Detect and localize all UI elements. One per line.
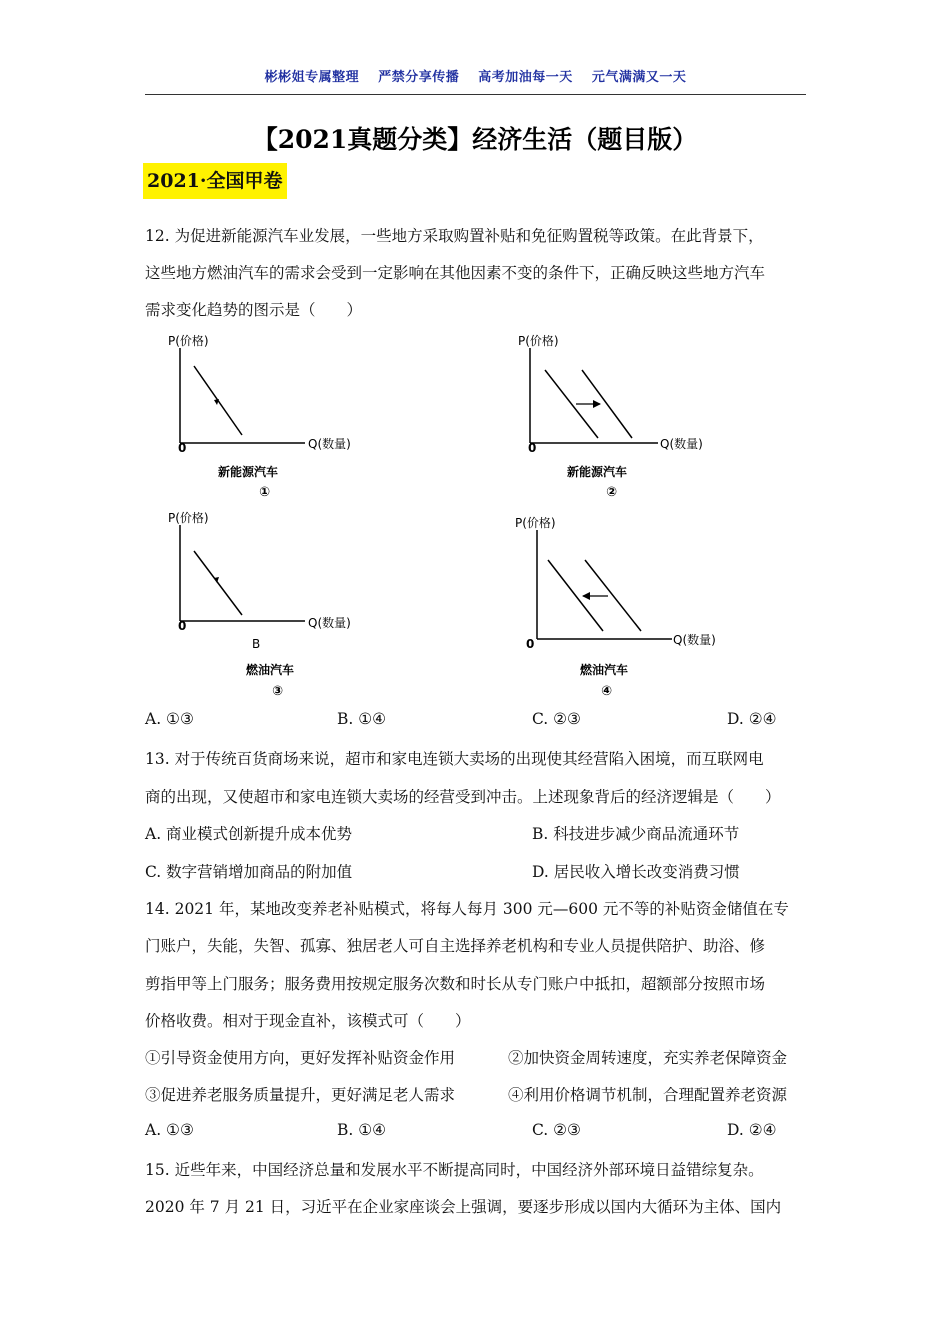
x-axis-label: Q(数量) bbox=[660, 437, 703, 451]
origin-label: 0 bbox=[178, 619, 187, 633]
x-axis-label: Q(数量) bbox=[308, 616, 351, 630]
q13-line: 商的出现，又使超市和家电连锁大卖场的经营受到冲击。上述现象背后的经济逻辑是（ ） bbox=[145, 788, 781, 806]
q14-statement-3: ③促进养老服务质量提升，更好满足老人需求 bbox=[145, 1086, 456, 1104]
q14-statement-1: ①引导资金使用方向，更好发挥补贴资金作用 bbox=[145, 1049, 456, 1067]
q14-statement-4: ④利用价格调节机制，合理配置养老资源 bbox=[508, 1086, 788, 1104]
graph-2 bbox=[510, 328, 730, 507]
section-heading: 2021·全国甲卷 bbox=[143, 163, 287, 199]
q13-option-c: C. 数字营销增加商品的附加值 bbox=[145, 863, 353, 881]
graph-extra-label: B bbox=[252, 637, 261, 651]
y-axis-label: P(价格) bbox=[515, 516, 556, 530]
q12-line: 需求变化趋势的图示是（ ） bbox=[145, 301, 363, 319]
graph-1 bbox=[160, 328, 360, 507]
header-item: 元气满满又一天 bbox=[591, 70, 687, 85]
q14-line: 14. 2021 年，某地改变养老补贴模式，将每人每月 300 元—600 元不等的补贴资金储值在专 bbox=[145, 900, 789, 918]
origin-label: 0 bbox=[178, 441, 187, 455]
q12-option-a: A. ①③ bbox=[145, 710, 194, 728]
graph-number: ① bbox=[259, 485, 271, 500]
graph-number: ③ bbox=[272, 684, 284, 699]
q12-line: 12. 为促进新能源汽车业发展，一些地方采取购置补贴和免征购置税等政策。在此背景下， bbox=[145, 227, 764, 245]
q13-line: 13. 对于传统百货商场来说，超市和家电连锁大卖场的出现使其经营陷入困境，而互联网电 bbox=[145, 750, 764, 768]
page-title: 【2021真题分类】经济生活（题目版） bbox=[252, 125, 698, 154]
q13-option-b: B. 科技进步减少商品流通环节 bbox=[532, 825, 740, 843]
q12-option-d: D. ②④ bbox=[727, 710, 777, 728]
q12-line: 这些地方燃油汽车的需求会受到一定影响在其他因素不变的条件下，正确反映这些地方汽车 bbox=[145, 264, 766, 282]
q15-line: 15. 近些年来，中国经济总量和发展水平不断提高同时，中国经济外部环境日益错综复杂。 bbox=[145, 1161, 764, 1179]
q14-option-a: A. ①③ bbox=[145, 1121, 194, 1139]
origin-label: 0 bbox=[528, 441, 537, 455]
graph-caption: 燃油汽车 bbox=[246, 663, 295, 677]
y-axis-label: P(价格) bbox=[168, 334, 209, 348]
x-axis-label: Q(数量) bbox=[308, 437, 351, 451]
q12-option-b: B. ①④ bbox=[337, 710, 387, 728]
q13-option-d: D. 居民收入增长改变消费习惯 bbox=[532, 863, 740, 881]
q12-option-c: C. ②③ bbox=[532, 710, 581, 728]
origin-label: 0 bbox=[526, 637, 535, 651]
graph-3 bbox=[160, 505, 360, 704]
y-axis-label: P(价格) bbox=[518, 334, 559, 348]
q14-line: 门账户，失能，失智、孤寡、独居老人可自主选择养老机构和专业人员提供陪护、助浴、修 bbox=[145, 937, 766, 955]
page-header bbox=[145, 66, 806, 95]
q13-option-a: A. 商业模式创新提升成本优势 bbox=[145, 825, 353, 843]
y-axis-label: P(价格) bbox=[168, 511, 209, 525]
graph-number: ④ bbox=[601, 684, 613, 699]
q14-line: 剪指甲等上门服务；服务费用按规定服务次数和时长从专门账户中抵扣，超额部分按照市场 bbox=[145, 975, 766, 993]
q14-line: 价格收费。相对于现金直补，该模式可（ ） bbox=[145, 1012, 471, 1030]
q14-option-b: B. ①④ bbox=[337, 1121, 387, 1139]
header-item: 高考加油每一天 bbox=[478, 70, 573, 85]
q14-statement-2: ②加快资金周转速度，充实养老保障资金 bbox=[508, 1049, 788, 1067]
graph-caption: 新能源汽车 bbox=[218, 465, 279, 479]
graph-caption: 新能源汽车 bbox=[567, 465, 628, 479]
q15-line: 2020 年 7 月 21 日，习近平在企业家座谈会上强调，要逐步形成以国内大循环为主体、国内 bbox=[145, 1198, 782, 1216]
graph-4 bbox=[510, 510, 735, 704]
demand-curve bbox=[194, 551, 242, 615]
graph-caption: 燃油汽车 bbox=[580, 663, 629, 677]
q14-option-c: C. ②③ bbox=[532, 1121, 581, 1139]
x-axis-label: Q(数量) bbox=[673, 633, 716, 647]
header-item: 严禁分享传播 bbox=[378, 70, 460, 85]
graph-number: ② bbox=[606, 485, 618, 500]
header-item: 彬彬姐专属整理 bbox=[264, 70, 360, 85]
q14-option-d: D. ②④ bbox=[727, 1121, 777, 1139]
